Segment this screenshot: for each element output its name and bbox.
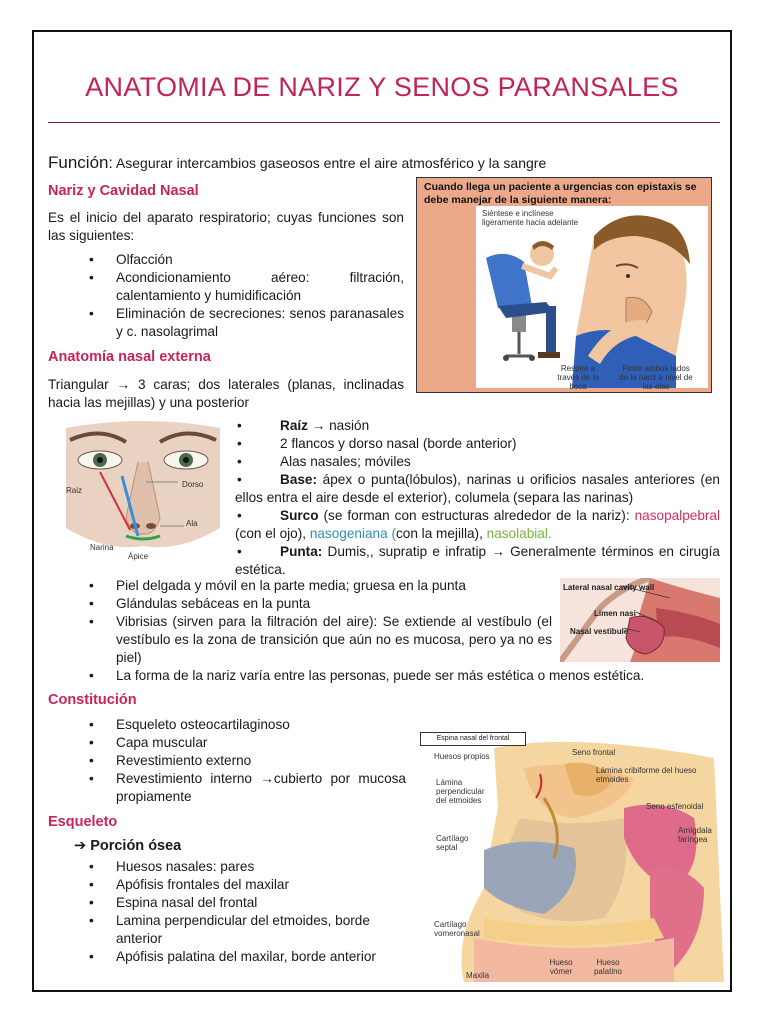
- porcion-osea-list: [89, 858, 418, 966]
- page-title: ANATOMIA DE NARIZ Y SENOS PARANSALES: [85, 72, 679, 102]
- nose-label-narina: Narina: [90, 543, 114, 552]
- funcion-line: [48, 153, 546, 173]
- cavity-label-limen: Limen nasi: [594, 609, 636, 618]
- title-divider: [48, 122, 720, 123]
- list-item: • Revestimiento externo: [89, 753, 252, 768]
- list-item: • Piel delgada y móvil en la parte media; gruesa en la punta: [89, 578, 466, 593]
- cavity-label-wall: Lateral nasal cavity wall: [563, 583, 655, 592]
- list-item: • Punta: Dumis,, supratip e infratip → Generalmente términos en cirugía estética.: [235, 544, 720, 577]
- list-item: • Huesos nasales: pares: [89, 859, 255, 874]
- nariz-functions-list: [89, 251, 404, 341]
- sag-label-palatino: Hueso palatino: [593, 958, 623, 976]
- list-item: • Raíz → nasión: [237, 418, 370, 433]
- constitucion-heading: Constitución: [48, 692, 137, 708]
- list-item: • Surco (se forman con estructuras alrededor de la nariz): nasopalpebral (con el ojo), nasogeniana (con la mejilla), nasolabial.: [235, 508, 720, 541]
- list-item: • Apófisis palatina del maxilar, borde anterior: [89, 949, 376, 964]
- list-item: • La forma de la nariz varía entre las personas, puede ser más estética o menos estética.: [89, 668, 645, 683]
- sag-label-vomer: Hueso vómer: [549, 958, 573, 976]
- list-item: • 2 flancos y dorso nasal (borde anterior): [237, 436, 517, 451]
- sag-label-amigdala: Amígdala faríngea: [678, 826, 712, 844]
- nose-label-raiz: Raiz: [66, 486, 83, 495]
- list-item: • Esqueleto osteocartilaginoso: [89, 717, 290, 732]
- arrow-icon: ➔: [74, 838, 87, 854]
- sag-label-seno-esfenoidal: Seno esfenoidal: [646, 802, 704, 811]
- list-item: • Base: ápex o punta(lóbulos), narinas u orificios nasales anteriores (en ellos entra el aire desde el exterior), columela (separa las narinas): [235, 472, 720, 505]
- epistaxis-illustration: [476, 206, 708, 388]
- sagittal-boxlabel: Espina nasal del frontal: [420, 732, 526, 746]
- externa-heading: Anatomía nasal externa: [48, 349, 211, 365]
- epistaxis-figure: [476, 206, 708, 388]
- list-item: • Alas nasales; móviles: [237, 454, 411, 469]
- nose-label-dorso: Dorso: [182, 480, 204, 489]
- list-item: • Espina nasal del frontal: [89, 895, 258, 910]
- list-item: • Olfacción: [89, 252, 173, 267]
- list-item: • Capa muscular: [89, 735, 208, 750]
- funcion-colon: :: [108, 155, 113, 172]
- constitucion-list: [89, 716, 406, 806]
- funcion-label: Función: [48, 153, 109, 172]
- cavity-label-vestibule: Nasal vestibule: [570, 627, 629, 636]
- nose-label-apice: Ápice: [128, 552, 149, 561]
- list-item: • Glándulas sebáceas en la punta: [89, 596, 311, 611]
- externa-intro: Triangular → 3 caras; dos laterales (planas, inclinadas hacia las mejillas) y una posterior: [48, 377, 404, 410]
- list-item: • Vibrisias (sirven para la filtración del aire): Se extiende al vestíbulo (el vestíbulo es la zona de transición que aún no es mucosa, pero ya no es piel): [89, 614, 552, 665]
- externa-extra-list: [89, 577, 552, 667]
- external-nose-image: [60, 418, 226, 568]
- list-item: • Lamina perpendicular del etmoides, borde anterior: [89, 913, 370, 946]
- sag-label-cartilago-septal: Cartílago septal: [436, 834, 469, 852]
- porcion-osea-heading: ➔ Porción ósea: [74, 838, 182, 854]
- nariz-intro: Es el inicio del aparato respiratorio; cuyas funciones son las siguientes:: [48, 210, 404, 243]
- sag-label-lamina-perp: Lámina perpendicular del etmoides: [436, 778, 485, 805]
- sag-label-maxila: Maxila: [466, 971, 490, 980]
- sag-label-huesos-propios: Huesos propios: [434, 752, 490, 761]
- epistaxis-caption-left: Respire a través de la boca: [557, 364, 599, 391]
- epistaxis-caption-top: Siéntese e inclínese ligeramente hacia adelante: [482, 209, 579, 227]
- esqueleto-heading: Esqueleto: [48, 814, 118, 830]
- sag-label-seno-frontal: Seno frontal: [572, 748, 616, 757]
- epistaxis-caption-right: Pinze ambos lados de la nariz a nivel de las alas: [619, 364, 693, 391]
- sag-label-lamina-crib: Lámina cribiforme del hueso etmoides: [596, 766, 697, 784]
- externa-details: [235, 417, 720, 579]
- nose-label-ala: Ala: [186, 519, 198, 528]
- list-item: • Apófisis frontales del maxilar: [89, 877, 290, 892]
- externa-forma-list: [89, 667, 720, 685]
- funcion-text: Asegurar intercambios gaseosos entre el aire atmosférico y la sangre: [112, 155, 547, 171]
- sag-label-cartilago-vomero: Cartílago vomeronasal: [434, 920, 480, 938]
- list-item: • Acondicionamiento aéreo: filtración, calentamiento y humidificación: [89, 270, 404, 303]
- list-item: • Revestimiento interno →cubierto por mucosa propiamente: [89, 771, 406, 804]
- epistaxis-title: Cuando llega un paciente a urgencias con epistaxis se debe manejar de la siguiente manera:: [424, 181, 697, 206]
- nariz-heading: Nariz y Cavidad Nasal: [48, 183, 199, 199]
- list-item: • Eliminación de secreciones: senos paranasales y c. nasolagrimal: [89, 306, 404, 339]
